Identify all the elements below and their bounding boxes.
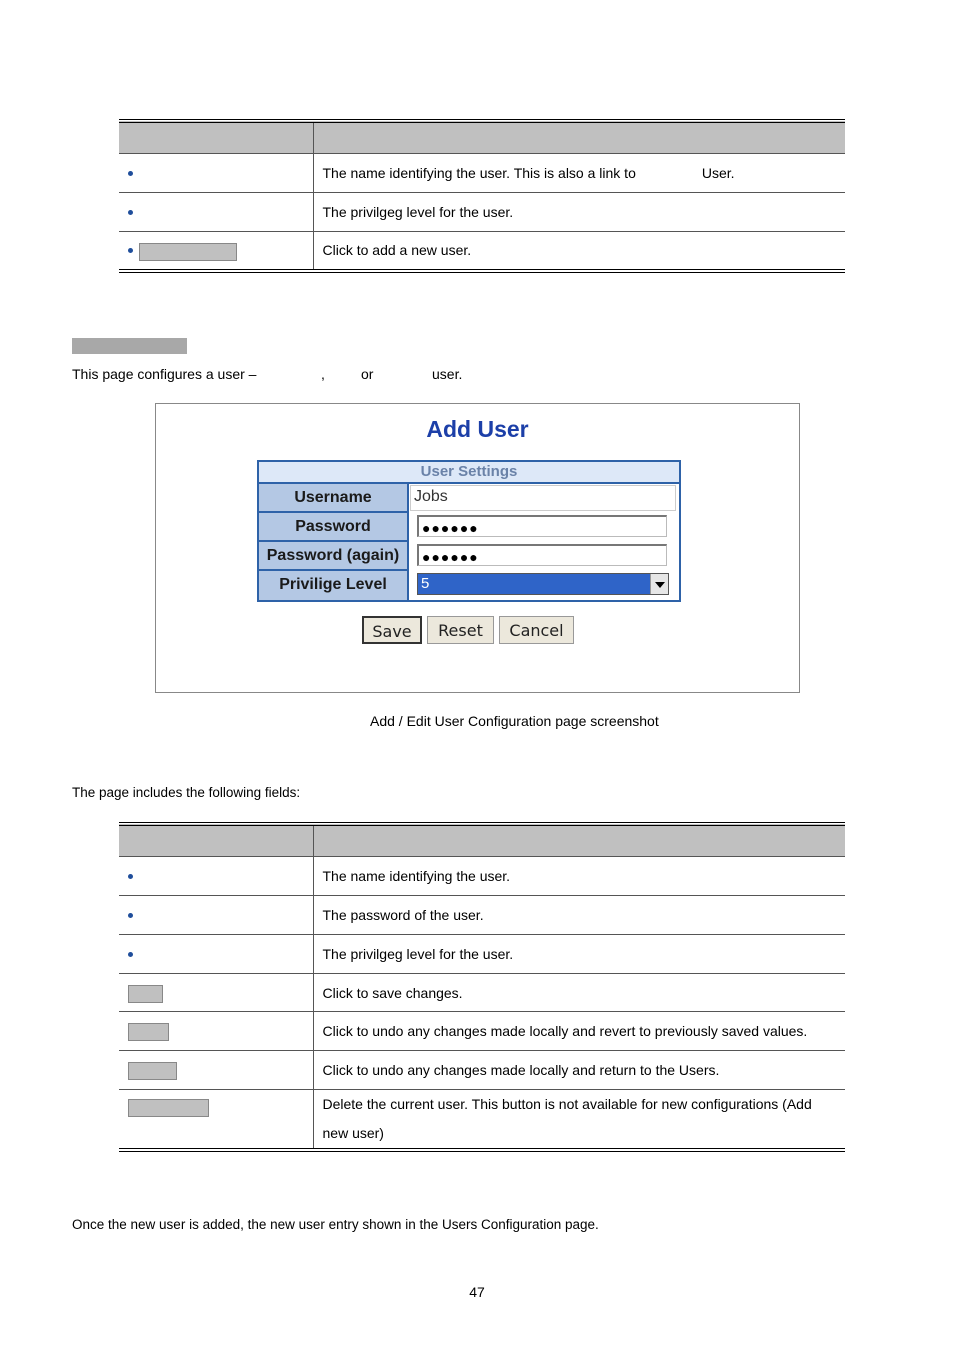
bullet-icon xyxy=(128,171,133,176)
username-row xyxy=(259,484,679,513)
table-cell-object xyxy=(119,857,313,896)
chevron-down-icon[interactable] xyxy=(650,574,668,594)
page-title: Add User xyxy=(426,416,529,442)
object-table-2 xyxy=(119,822,845,1152)
table-row xyxy=(119,857,845,896)
password-input[interactable]: ●●●●●● xyxy=(417,515,667,537)
table-row xyxy=(119,1012,845,1051)
password-again-label: Password (again) xyxy=(259,542,409,571)
table-cell-object xyxy=(119,193,313,232)
table-cell-object xyxy=(119,1090,313,1151)
table-cell-description: Delete the current user. This button is not available for new configurations (Add new user) xyxy=(313,1090,845,1151)
table-header-description xyxy=(313,824,845,857)
add-new-user-button-image xyxy=(139,243,237,261)
bullet-icon xyxy=(128,952,133,957)
bullet-icon xyxy=(128,210,133,215)
table-row xyxy=(119,1051,845,1090)
table-row xyxy=(119,974,845,1012)
save-button-image xyxy=(128,985,163,1003)
add-user-screenshot xyxy=(155,403,800,693)
footer-text: Once the new user is added, the new user entry shown in the Users Configuration page. xyxy=(72,1217,599,1232)
table-cell-description: The name identifying the user. xyxy=(313,857,845,896)
password-label: Password xyxy=(259,513,409,542)
table-cell-description: Click to undo any changes made locally and return to the Users. xyxy=(313,1051,845,1090)
table-cell-object xyxy=(119,1012,313,1051)
table-header-description xyxy=(313,121,845,154)
table-cell-object xyxy=(119,232,313,271)
table-cell-description: The name identifying the user. This is also a link to User. xyxy=(313,154,845,193)
table-cell-description: Click to add a new user. xyxy=(313,232,845,271)
table-cell-object xyxy=(119,974,313,1012)
table-header-object xyxy=(119,824,313,857)
figure-caption: Add / Edit User Configuration page screenshot xyxy=(370,713,659,729)
table-cell-object xyxy=(119,1051,313,1090)
table-row xyxy=(119,1090,845,1151)
object-table-1 xyxy=(119,119,845,273)
table-cell-object xyxy=(119,154,313,193)
password-row xyxy=(259,513,679,542)
table-cell-object xyxy=(119,896,313,935)
password-again-input[interactable]: ●●●●●● xyxy=(417,544,667,566)
privilege-level-label: Privilige Level xyxy=(259,571,409,600)
privilege-level-value: 5 xyxy=(421,575,430,592)
page-number: 47 xyxy=(469,1284,485,1300)
password-again-row xyxy=(259,542,679,571)
table-header-object xyxy=(119,121,313,154)
table-row xyxy=(119,896,845,935)
intro-text: This page configures a user – , or user. xyxy=(72,366,463,382)
table-cell-description: Click to save changes. xyxy=(313,974,845,1012)
bullet-icon xyxy=(128,913,133,918)
bullet-icon xyxy=(128,248,133,253)
table-cell-description: The privilgeg level for the user. xyxy=(313,193,845,232)
privilege-level-select[interactable] xyxy=(417,573,669,595)
section-heading-bar xyxy=(72,338,187,354)
reset-button[interactable]: Reset xyxy=(427,616,494,644)
privilege-level-row xyxy=(259,571,679,600)
save-button[interactable]: Save xyxy=(362,616,422,644)
table-row xyxy=(119,154,845,193)
user-settings-table xyxy=(257,460,681,602)
cancel-button-image xyxy=(128,1062,177,1080)
username-input[interactable]: Jobs xyxy=(410,485,676,511)
table-cell-description: The privilgeg level for the user. xyxy=(313,935,845,974)
fields-intro: The page includes the following fields: xyxy=(72,785,301,800)
table-row xyxy=(119,193,845,232)
reset-button-image xyxy=(128,1023,169,1041)
table-row xyxy=(119,232,845,271)
delete-user-button-image xyxy=(128,1099,209,1117)
bullet-icon xyxy=(128,874,133,879)
table-cell-description: The password of the user. xyxy=(313,896,845,935)
table-row xyxy=(119,935,845,974)
table-cell-description: Click to undo any changes made locally and revert to previously saved values. xyxy=(313,1012,845,1051)
username-label: Username xyxy=(259,484,409,513)
table-header-row xyxy=(119,121,845,154)
table-cell-object xyxy=(119,935,313,974)
table-header-row xyxy=(119,824,845,857)
user-settings-header: User Settings xyxy=(259,462,679,484)
cancel-button[interactable]: Cancel xyxy=(499,616,574,644)
